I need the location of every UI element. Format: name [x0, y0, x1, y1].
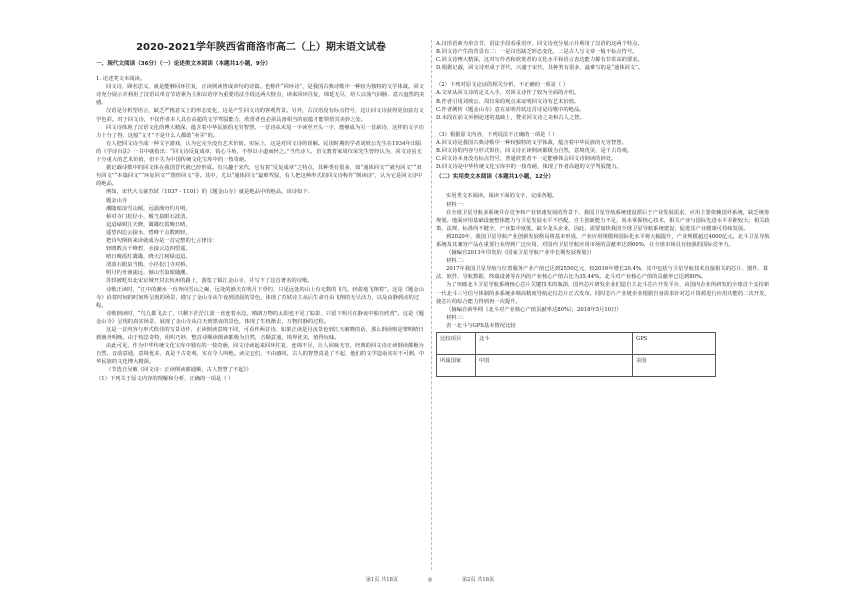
poem-line: 迢迢绿树江天晓，霭霭红霞晚日晴。 — [106, 221, 191, 228]
page-footer — [0, 576, 860, 583]
table-cell: 北斗 — [476, 333, 633, 355]
option-a: A.回文诗是我国古典诗歌中一种较独特的文学体裁，蕴含着中华民族的无穷智慧。 — [436, 139, 627, 146]
poem-line: 桥对寺门松径小，槛当泉眼石波清。 — [106, 213, 191, 220]
poem-line-reversed: 轻鸥数点千峰碧，水接云边四望遥。 — [106, 246, 191, 253]
page-title: 2020-2021学年陕西省商洛市高二（上）期末语文试卷 — [136, 42, 386, 53]
section-heading-2: （二）实用类文本阅读（本题共1小题，12分） — [436, 174, 554, 181]
option-d: D.回文诗是中华传统文化宝库中的一枝奇葩，体现了作者高超的文学驾驭能力。 — [436, 164, 622, 171]
material-2-label: 材料二： — [446, 258, 468, 265]
poem-line: 遥望四边云接水，碧峰千点数鸥轻。 — [106, 229, 191, 236]
table-cell: GPS — [633, 333, 716, 355]
paragraph: 汉语是分析型语言，缺乏严格意义上的形态变化，这是产生回文诗的客观背景。另外，古汉语没有标点符号，这让回文诗获得更加富有文学色彩。对于回文诗，不仅作者本人具有高超的文学驾驭能力，欣赏者也必须具备相当的底蕴才能领悟其美妙之处。 — [96, 108, 424, 123]
right-column — [436, 40, 772, 377]
left-column — [96, 58, 426, 383]
option-b: B.作者引用刘坡公、周仪荣的观点来证明回文诗有艺术价值。 — [436, 98, 580, 105]
paragraph: 有人把回文诗当成一种文字游戏，认为它完全没有艺术价值。实际上，这是对回文诗的误解。民国时期的学者刘坡公先生在1934年出版的《学诗百法》一书中就指出：“回文诗反复成章，钩心斗角，不得以小道而轻之。”当代诗人、语文教育家周仪荣先生曾经认为，回文诗虽无十分重大的艺术价值，但不失为中国传统文化宝库中的一枝奇葩。 — [96, 140, 422, 164]
table-caption: 表一北斗与GPS基本情况比较 — [446, 322, 516, 329]
article-source: （节选自吴敏《回文诗：正读倒读都通顺，古人智慧了不起》） — [106, 367, 252, 374]
question-1-2: （2）下列对原文论证的相关分析，不正确的一项是（ ） — [436, 82, 569, 89]
paragraph: 诗歌正读时，“江中的潮水一直奔向雪山之巅，远处的渔夫在明月下垂钓，只见远处的山上有无数的飞鸟，轻盈地飞翔着”。这是《题金山寺》沿着时间的时间所呈现的场景，描写了金山寺从午夜到清晨的景色，体现了苏轼诗主从后生命自由飞翔的无尽活力，以及由静到动的过程。 — [96, 286, 424, 309]
poem-line-reversed: 明月钓舟渔浦远，倾山雪浪暗随潮。 — [106, 270, 191, 277]
question-1-3: （3）根据原文内容，下列说法不正确的一项是（ ） — [436, 131, 558, 138]
section-heading-1: 一、现代文阅读（36分）（一）论述类文本阅读（本题共1小题，9分） — [96, 61, 271, 67]
paragraph: 由此可见，作为中华传统文化宝库中独有的一枝奇葩，回文诗读起来回环往复，连绵不尽，让人回味无穷。经典的回文诗正读倒读都极为自然，音韵意通，意境优美，真是千古奇观，实在令人叫绝。读完它们，不由感叹，古人的智慧真是了不起，他们的文学造诣实在不可测，中华民族的文化博大精深。 — [96, 343, 425, 366]
paragraph: 为了突破北斗卫星导航系统核心芯片关键技术的瓶颈，国内芯片研发企业们造自主北斗芯片开发平台，由国内企业所研发的全球首个支持新一代北斗三号信号体制的多系统多频高精度导航定位芯片正式发布。同时芯片产业链企业根据自身需求针对芯片资源进行应用功能的二次开发，使芯片的综合能力得到再一次提升。 — [436, 282, 770, 305]
table-cell: 中国 — [476, 355, 633, 377]
option-c: C.回文诗本身没有标点符号，普通欣赏者不一定能够体会回文诗倒读的妙处。 — [436, 156, 617, 163]
material-source: （摘编自新华网《北斗对产业核心产值贡献率达80%》，2018年5月10日） — [446, 306, 622, 313]
table-row — [437, 333, 716, 355]
paragraph: 苏轼被贬出北宋京城开封去杭州的路上，游览了镇江金山寺，并写下了这首著名的诗歌。 — [106, 278, 313, 285]
option-d: D.根据记载，回文诗形成于晋代，兴盛于宋代，其种类有很多，最难写的是“通体回文”。 — [436, 65, 644, 72]
paragraph: 据记载诗歌中的回文体在我国晋代就已经形成。有兴趣于宋代，它有着“反复成章”之特点，其种类有很多，如“通体回文”“就句回文”“双句回文”“本篇回文”“环复回文”“图形回文”等。其中，尤以“通体回文”最难驾驭，有人把这种形式的回文诗称作“倒读诗”，认为它是回文诗中的绝品。 — [96, 165, 423, 188]
question-2-intro: 实用类文本阅读。阅读下面的文字，完成各题。 — [446, 193, 558, 200]
option-c: C.作者例析《题金山寺》意在证明苏轼这首诗是诗歌中的绝品。 — [436, 106, 585, 113]
material-1-label: 材料一： — [446, 201, 468, 208]
table-row — [437, 355, 716, 377]
option-c: C.回文诗博大精深，这对写作者和欣赏者的文化水平和语言表达能力都有非常高的要求。 — [436, 57, 643, 64]
page-number-right: 第2页 共18页 — [461, 577, 495, 583]
paragraph: 这是一首内容与形式俱佳的写景诗作，正读倒读意境不同，可看作两首诗。如果正读是月夜景色到江天破晓的话，那么倒读则是黎明晴日到渔舟明晚，由于构思奇特，组织巧妙，整首诗顺读倒读都极为自然，音顺意通，境界优美，值得玩味。 — [96, 327, 424, 342]
paragraph: 在全球卫星导航多系统并存竞争和产业快速发展的背景下，我国卫星导航系统建设滞后于产业发展需求，应用主要依赖国外系统，缺乏统筹规划，地面应用基础设施整体能力与卫星发展水平不匹配，自主创新能力不足，尚未掌握核心技术，相关产业与国际先进水平差距较大；相关政策、法规、标准尚不健全，产业集中度低，缺少龙头企业。因此，需要加快我国全球卫星导航系统建设，促进其产业健康可持续发展。 — [436, 209, 770, 232]
option-b: B.回文诗的内容与形式俱佳，回文诗正读倒读都极为自然，意境优美，是千古奇观。 — [436, 148, 633, 155]
option-d: D.末段在前文举例论述的基础上，赞美回文诗之美和古人之智。 — [436, 114, 585, 121]
table-cell: 美国 — [633, 355, 716, 377]
poem-line: 潮随暗浪雪山倾，远浦渔舟钓月明。 — [106, 205, 191, 212]
paragraph: 回文诗，顾名思义，就是能够回环往复，正读倒读皆成章句的诗篇。也称作“回环诗”，是我国古典诗歌中一种较为独特的文学体裁。回文诗充分展示并利用了汉语以单音节语素为主和以语序为重要语法手段这两大特点，读来回环往复，绵延无尽，给人以荡气回肠、意兴盎然的美感。 — [96, 84, 425, 107]
table-cell: 所属国家 — [437, 355, 476, 377]
column-divider — [431, 40, 432, 570]
poem-title: 题金山寺 — [106, 197, 128, 204]
poem-note: 把诗句倒转来读就成为是一首完整的七言律诗： — [106, 237, 218, 244]
paragraph: 回文诗体现了汉语文化的博大精深，蕴含着中华民族的无穷智慧。一首诗从末尾一字读至开头一字，能够成为另一首新诗，这样的文字功力十分了得，这般“文才”不是什么人都敢“卖弄”的。 — [96, 124, 424, 139]
question-1-1: （1）下列关于原文内容的理解和分析，正确的一项是（ ） — [96, 375, 234, 382]
article-paragraphs — [96, 83, 426, 196]
material-3-label: 材料三： — [446, 314, 468, 321]
poem-line-reversed: 清波石眼泉当槛，小径松门寺对桥。 — [106, 262, 191, 269]
option-a: A.文章从回文诗的定义入手，对回文诗作了较为全面的介绍。 — [436, 90, 580, 97]
paragraph: 例如，宋代大文豪苏轼（1037 - 1101）的《题金山寺》就是绝品中的绝品。该诗如下： — [106, 189, 313, 196]
option-a: A.汉语语素为单音节，语法手段看重语序，回文诗充分展示并利用了汉语的这两个特点。 — [436, 41, 643, 47]
page-number-left: 第1页 共18页 — [365, 577, 399, 583]
comparison-table — [436, 332, 716, 377]
material-source: （摘编自2013年印发的《国家卫星导航产业中长期发展规划》） — [446, 250, 595, 257]
paragraph: 诗歌倒读时，“鸟儿都飞去了，只剩下茫茫江波一直连着水边，晴朗万物的太阳也不见了踪影，只留下明月在静夜中独自欣赏”。这是《题金山寺》呈现的真实场景，展现了金山寺从白天到黑夜的景色，体现了生机渐去，万物归静的过程。 — [96, 310, 424, 325]
paragraph: 到2020年，我国卫星导航产业创新发展格局将基本形成，产业应用规模和国际化水平将大幅提升，产业规模超过4000亿元。北斗卫星导航系统及其兼容产品在重要行业得到广泛应用，对国内卫星导航应用市场的贡献率达到60%，在全球市场具有较强的国际竞争力。 — [436, 233, 770, 248]
question-1-intro: 1. 论述类文本阅读。 — [96, 76, 146, 83]
option-b: B.回文诗产生的背景有二：一是汉语缺乏形态变化，二是古人写文章一般不标点符号。 — [436, 49, 638, 56]
binding-mark: ◎ — [427, 577, 433, 583]
table-cell: 比较项目 — [437, 333, 476, 355]
poem-line-reversed: 晴日晚霞红霭霭，晓天江树绿迢迢。 — [106, 254, 191, 261]
paragraph: 2017年我国卫星导航与位置服务产业产值已达到2550亿元，较2016年增长20.4%，其中包括与卫星导航技术直接相关的芯片、器件、算法、软件、导航数据、终端设备等在内的产业核心产值占比为35.44%。北斗对产业核心产值的贡献率已达到80%。 — [436, 266, 769, 281]
